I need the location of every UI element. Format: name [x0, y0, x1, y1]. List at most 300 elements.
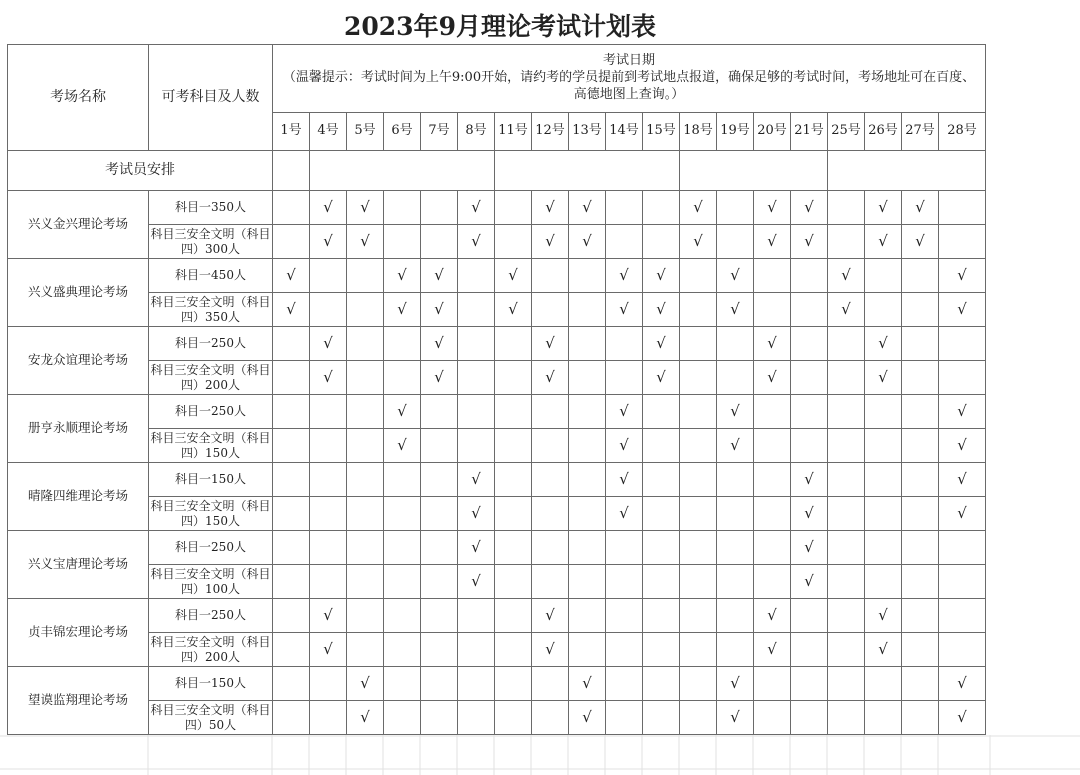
schedule-cell [754, 701, 791, 735]
schedule-cell [347, 361, 384, 395]
check-mark: √ [878, 333, 888, 352]
table-row [8, 463, 986, 497]
schedule-cell [384, 599, 421, 633]
check-mark: √ [397, 401, 407, 420]
day-header: 28号 [939, 113, 986, 151]
schedule-cell [532, 293, 569, 327]
schedule-cell [680, 463, 717, 497]
subject-cell: 科目三安全文明（科目四）200人 [149, 633, 273, 667]
schedule-cell [421, 701, 458, 735]
check-mark: √ [730, 401, 740, 420]
schedule-cell [458, 191, 495, 225]
schedule-cell [717, 565, 754, 599]
schedule-cell [569, 531, 606, 565]
check-mark: √ [957, 265, 967, 284]
schedule-cell [495, 259, 532, 293]
schedule-cell [273, 429, 310, 463]
schedule-cell [791, 327, 828, 361]
check-mark: √ [878, 197, 888, 216]
check-mark: √ [323, 605, 333, 624]
exam-plan-table [7, 44, 986, 735]
schedule-cell [532, 259, 569, 293]
schedule-cell [273, 225, 310, 259]
schedule-cell [347, 633, 384, 667]
schedule-cell [754, 463, 791, 497]
schedule-cell [939, 429, 986, 463]
table-row [8, 701, 986, 735]
check-mark: √ [915, 231, 925, 250]
schedule-cell [458, 497, 495, 531]
schedule-cell [421, 191, 458, 225]
schedule-cell [754, 531, 791, 565]
subject-cell: 科目一250人 [149, 531, 273, 565]
schedule-cell [791, 633, 828, 667]
schedule-cell [421, 361, 458, 395]
subject-cell: 科目一250人 [149, 395, 273, 429]
table-row [8, 361, 986, 395]
schedule-cell [902, 497, 939, 531]
check-mark: √ [957, 435, 967, 454]
schedule-cell [939, 361, 986, 395]
schedule-cell [421, 531, 458, 565]
table-row [8, 327, 986, 361]
check-mark: √ [619, 299, 629, 318]
schedule-cell [754, 667, 791, 701]
check-mark: √ [619, 503, 629, 522]
schedule-cell [273, 565, 310, 599]
schedule-cell [865, 565, 902, 599]
subject-cell: 科目一450人 [149, 259, 273, 293]
check-mark: √ [767, 333, 777, 352]
schedule-cell [939, 599, 986, 633]
day-header: 14号 [606, 113, 643, 151]
site-name-header: 考场名称 [8, 45, 149, 151]
site-name-cell: 兴义盛典理论考场 [8, 259, 149, 327]
schedule-cell [606, 531, 643, 565]
schedule-cell [717, 293, 754, 327]
schedule-cell [828, 463, 865, 497]
schedule-cell [421, 395, 458, 429]
schedule-cell [384, 429, 421, 463]
schedule-cell [495, 429, 532, 463]
schedule-cell [458, 395, 495, 429]
schedule-cell [458, 361, 495, 395]
schedule-cell [458, 531, 495, 565]
schedule-cell [606, 565, 643, 599]
check-mark: √ [434, 265, 444, 284]
schedule-cell [828, 293, 865, 327]
schedule-cell [347, 701, 384, 735]
schedule-cell [421, 599, 458, 633]
check-mark: √ [582, 673, 592, 692]
schedule-cell [347, 667, 384, 701]
schedule-cell [569, 633, 606, 667]
check-mark: √ [286, 299, 296, 318]
check-mark: √ [286, 265, 296, 284]
schedule-cell [754, 225, 791, 259]
schedule-cell [754, 259, 791, 293]
schedule-cell [717, 667, 754, 701]
schedule-cell [384, 667, 421, 701]
schedule-cell [828, 497, 865, 531]
schedule-cell [310, 361, 347, 395]
schedule-cell [532, 633, 569, 667]
check-mark: √ [434, 299, 444, 318]
schedule-cell [939, 259, 986, 293]
schedule-cell [310, 395, 347, 429]
day-header: 12号 [532, 113, 569, 151]
exam-notice-text: （温馨提示：考试时间为上午9:00开始，请约考的学员提前到考试地点报道，确保足够的考试时间，考场地址可在百度、高德地图上查询。） [282, 70, 976, 102]
check-mark: √ [804, 197, 814, 216]
schedule-cell [680, 429, 717, 463]
day-header: 8号 [458, 113, 495, 151]
schedule-cell [643, 327, 680, 361]
schedule-cell [458, 327, 495, 361]
schedule-cell [532, 429, 569, 463]
schedule-cell [532, 667, 569, 701]
schedule-cell [865, 395, 902, 429]
empty-grid-area [0, 735, 1080, 775]
schedule-cell [458, 633, 495, 667]
schedule-cell [754, 429, 791, 463]
check-mark: √ [730, 299, 740, 318]
check-mark: √ [471, 469, 481, 488]
schedule-cell [939, 191, 986, 225]
schedule-cell [606, 667, 643, 701]
check-mark: √ [767, 639, 777, 658]
schedule-cell [717, 429, 754, 463]
schedule-cell [902, 225, 939, 259]
schedule-cell [717, 463, 754, 497]
schedule-cell [384, 361, 421, 395]
check-mark: √ [878, 367, 888, 386]
check-mark: √ [693, 197, 703, 216]
check-mark: √ [323, 367, 333, 386]
schedule-cell [902, 667, 939, 701]
check-mark: √ [804, 469, 814, 488]
table-row [8, 259, 986, 293]
check-mark: √ [360, 197, 370, 216]
schedule-cell [347, 531, 384, 565]
schedule-cell [643, 191, 680, 225]
schedule-cell [865, 191, 902, 225]
schedule-cell [495, 667, 532, 701]
exam-date-label: 考试日期 [602, 53, 655, 69]
site-name-cell: 望谟监翔理论考场 [8, 667, 149, 735]
table-row [8, 633, 986, 667]
check-mark: √ [471, 571, 481, 590]
schedule-cell [532, 701, 569, 735]
schedule-cell [865, 361, 902, 395]
schedule-cell [421, 463, 458, 497]
check-mark: √ [767, 367, 777, 386]
check-mark: √ [582, 707, 592, 726]
check-mark: √ [730, 265, 740, 284]
schedule-cell [347, 429, 384, 463]
schedule-cell [902, 191, 939, 225]
schedule-cell [273, 191, 310, 225]
subject-cell: 科目三安全文明（科目四）350人 [149, 293, 273, 327]
schedule-cell [310, 531, 347, 565]
schedule-cell [310, 599, 347, 633]
schedule-cell [569, 191, 606, 225]
check-mark: √ [545, 639, 555, 658]
schedule-cell [384, 191, 421, 225]
schedule-cell [606, 191, 643, 225]
check-mark: √ [730, 673, 740, 692]
day-header: 1号 [273, 113, 310, 151]
schedule-cell [939, 293, 986, 327]
check-mark: √ [804, 503, 814, 522]
check-mark: √ [878, 231, 888, 250]
schedule-cell [828, 327, 865, 361]
schedule-cell [865, 667, 902, 701]
schedule-cell [569, 497, 606, 531]
schedule-cell [680, 191, 717, 225]
schedule-cell [384, 225, 421, 259]
schedule-cell [310, 191, 347, 225]
site-name-cell: 兴义金兴理论考场 [8, 191, 149, 259]
schedule-cell [421, 225, 458, 259]
check-mark: √ [360, 231, 370, 250]
schedule-cell [421, 327, 458, 361]
schedule-cell [680, 701, 717, 735]
schedule-cell [791, 497, 828, 531]
schedule-cell [347, 327, 384, 361]
schedule-cell [495, 463, 532, 497]
schedule-cell [569, 667, 606, 701]
schedule-cell [754, 565, 791, 599]
subject-cell: 科目一250人 [149, 327, 273, 361]
schedule-cell [791, 429, 828, 463]
schedule-cell [643, 259, 680, 293]
schedule-cell [865, 497, 902, 531]
schedule-cell [791, 259, 828, 293]
schedule-cell [532, 395, 569, 429]
check-mark: √ [323, 639, 333, 658]
schedule-cell [273, 259, 310, 293]
day-header: 6号 [384, 113, 421, 151]
check-mark: √ [545, 367, 555, 386]
schedule-cell [310, 293, 347, 327]
schedule-cell [606, 599, 643, 633]
schedule-cell [680, 225, 717, 259]
check-mark: √ [656, 299, 666, 318]
schedule-cell [273, 327, 310, 361]
schedule-cell [717, 395, 754, 429]
schedule-cell [754, 327, 791, 361]
schedule-cell [458, 701, 495, 735]
check-mark: √ [323, 231, 333, 250]
table-row [8, 191, 986, 225]
check-mark: √ [619, 265, 629, 284]
schedule-cell [384, 463, 421, 497]
schedule-cell [643, 361, 680, 395]
schedule-cell [754, 191, 791, 225]
schedule-cell [384, 395, 421, 429]
check-mark: √ [767, 605, 777, 624]
schedule-cell [680, 395, 717, 429]
schedule-cell [939, 565, 986, 599]
schedule-cell [717, 633, 754, 667]
schedule-cell [569, 327, 606, 361]
schedule-cell [532, 531, 569, 565]
schedule-cell [680, 327, 717, 361]
schedule-cell [643, 395, 680, 429]
examiner-cell [680, 151, 828, 191]
check-mark: √ [656, 265, 666, 284]
day-header: 18号 [680, 113, 717, 151]
schedule-cell [347, 599, 384, 633]
schedule-cell [643, 633, 680, 667]
schedule-cell [791, 361, 828, 395]
examiner-cell [828, 151, 986, 191]
schedule-cell [717, 599, 754, 633]
subject-cell: 科目三安全文明（科目四）150人 [149, 497, 273, 531]
schedule-cell [828, 599, 865, 633]
schedule-cell [273, 701, 310, 735]
schedule-cell [532, 327, 569, 361]
schedule-cell [495, 633, 532, 667]
schedule-cell [643, 293, 680, 327]
schedule-cell [902, 361, 939, 395]
schedule-cell [791, 701, 828, 735]
schedule-cell [273, 599, 310, 633]
schedule-cell [902, 599, 939, 633]
schedule-cell [680, 361, 717, 395]
schedule-cell [495, 565, 532, 599]
schedule-cell [421, 667, 458, 701]
schedule-cell [569, 293, 606, 327]
schedule-cell [902, 293, 939, 327]
schedule-cell [606, 429, 643, 463]
schedule-cell [569, 429, 606, 463]
schedule-cell [310, 259, 347, 293]
schedule-cell [310, 633, 347, 667]
schedule-cell [495, 293, 532, 327]
check-mark: √ [841, 299, 851, 318]
check-mark: √ [878, 639, 888, 658]
schedule-cell [569, 565, 606, 599]
check-mark: √ [957, 299, 967, 318]
schedule-cell [532, 191, 569, 225]
schedule-cell [754, 497, 791, 531]
schedule-cell [865, 463, 902, 497]
schedule-cell [569, 225, 606, 259]
subject-cell: 科目三安全文明（科目四）50人 [149, 701, 273, 735]
schedule-cell [606, 327, 643, 361]
schedule-cell [902, 531, 939, 565]
schedule-cell [828, 667, 865, 701]
check-mark: √ [957, 503, 967, 522]
schedule-cell [828, 633, 865, 667]
table-row [8, 293, 986, 327]
schedule-cell [273, 395, 310, 429]
schedule-cell [865, 429, 902, 463]
site-name-cell: 安龙众谊理论考场 [8, 327, 149, 395]
schedule-cell [902, 259, 939, 293]
check-mark: √ [915, 197, 925, 216]
schedule-cell [865, 633, 902, 667]
check-mark: √ [323, 197, 333, 216]
schedule-cell [902, 327, 939, 361]
schedule-cell [865, 599, 902, 633]
schedule-cell [680, 633, 717, 667]
schedule-cell [606, 463, 643, 497]
check-mark: √ [360, 673, 370, 692]
schedule-cell [495, 531, 532, 565]
schedule-cell [347, 463, 384, 497]
schedule-cell [939, 531, 986, 565]
schedule-cell [532, 497, 569, 531]
check-mark: √ [804, 571, 814, 590]
schedule-cell [458, 429, 495, 463]
schedule-cell [680, 599, 717, 633]
schedule-cell [939, 327, 986, 361]
site-name-cell: 册亨永顺理论考场 [8, 395, 149, 463]
schedule-cell [939, 667, 986, 701]
schedule-cell [717, 701, 754, 735]
check-mark: √ [841, 265, 851, 284]
schedule-cell [643, 565, 680, 599]
check-mark: √ [878, 605, 888, 624]
schedule-cell [384, 259, 421, 293]
examiner-label: 考试员安排 [8, 151, 273, 191]
check-mark: √ [619, 435, 629, 454]
check-mark: √ [471, 503, 481, 522]
day-header: 7号 [421, 113, 458, 151]
schedule-cell [828, 259, 865, 293]
check-mark: √ [545, 333, 555, 352]
schedule-cell [902, 395, 939, 429]
check-mark: √ [730, 707, 740, 726]
schedule-cell [828, 565, 865, 599]
schedule-cell [606, 633, 643, 667]
schedule-cell [310, 429, 347, 463]
schedule-cell [421, 293, 458, 327]
check-mark: √ [545, 605, 555, 624]
schedule-cell [569, 463, 606, 497]
schedule-cell [606, 293, 643, 327]
schedule-cell [828, 429, 865, 463]
check-mark: √ [656, 333, 666, 352]
table-row [8, 531, 986, 565]
schedule-cell [791, 565, 828, 599]
schedule-cell [902, 429, 939, 463]
schedule-cell [643, 225, 680, 259]
day-header: 15号 [643, 113, 680, 151]
schedule-cell [421, 565, 458, 599]
check-mark: √ [397, 299, 407, 318]
schedule-cell [495, 395, 532, 429]
page-title: 2023年9月理论考试计划表 [344, 12, 656, 41]
schedule-cell [902, 463, 939, 497]
subject-header-text: 可考科目及人数 [161, 89, 260, 106]
schedule-cell [347, 225, 384, 259]
schedule-cell [310, 701, 347, 735]
schedule-cell [495, 497, 532, 531]
schedule-cell [569, 701, 606, 735]
schedule-cell [569, 395, 606, 429]
schedule-cell [495, 361, 532, 395]
check-mark: √ [619, 401, 629, 420]
schedule-cell [643, 667, 680, 701]
day-header: 20号 [754, 113, 791, 151]
schedule-cell [754, 599, 791, 633]
schedule-cell [791, 463, 828, 497]
schedule-cell [939, 463, 986, 497]
schedule-cell [421, 633, 458, 667]
